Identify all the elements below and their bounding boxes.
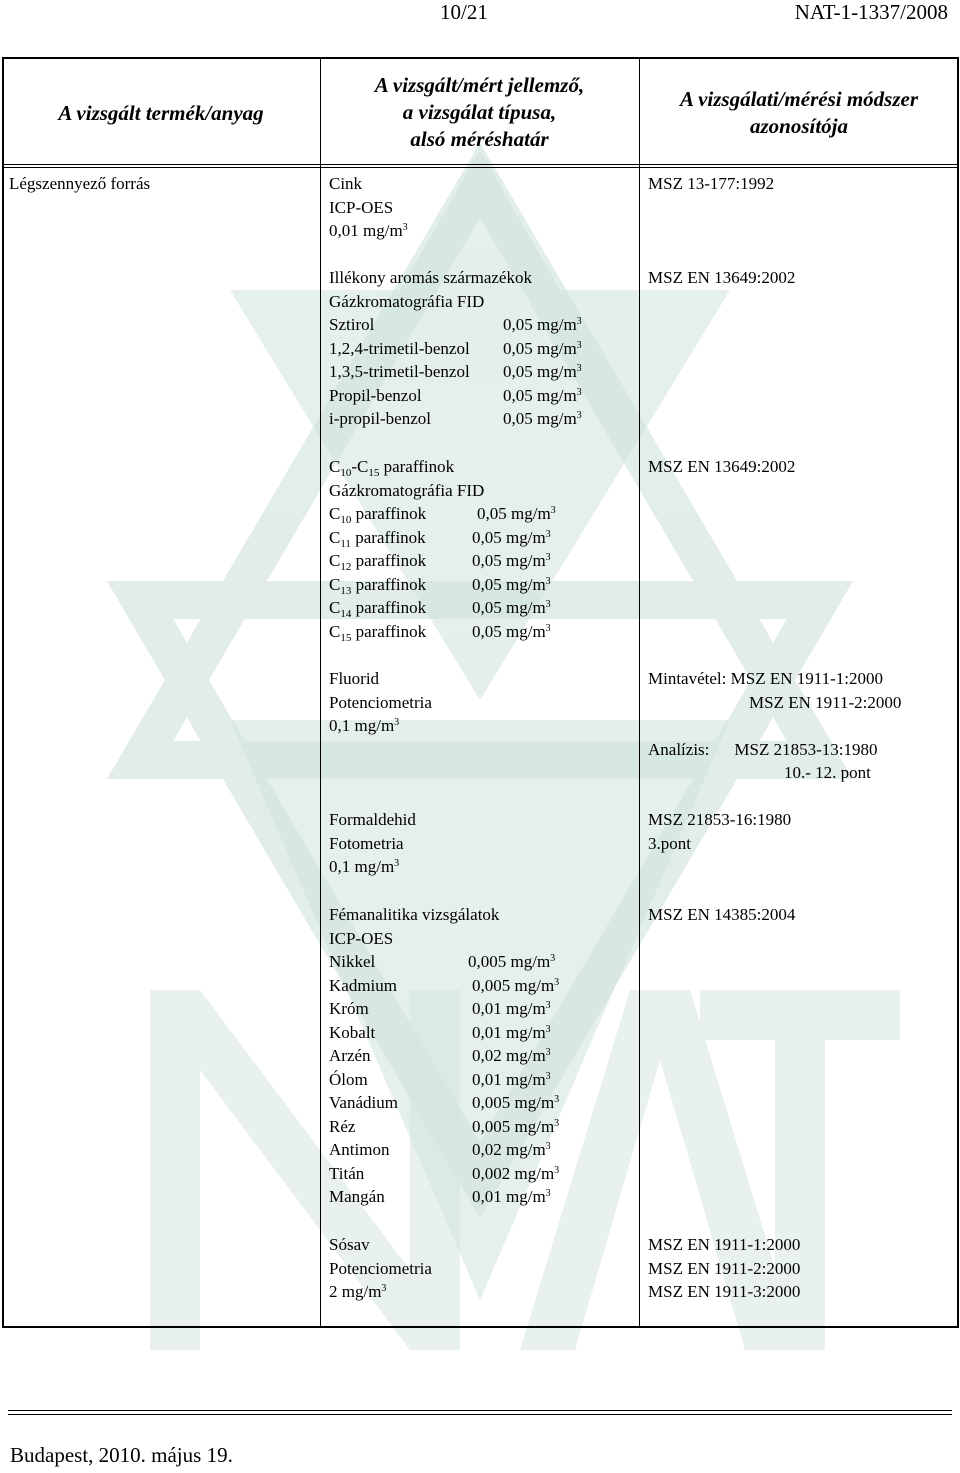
formaldehid-standard: MSZ 21853-16:1980 3.pont xyxy=(648,810,792,853)
formaldehid-block: Formaldehid Fotometria 0,1 $mg/m^3$ xyxy=(329,810,416,876)
col-header-characteristic: A vizsgált/mért jellemző, a vizsgálat típusa, alsó méréshatár xyxy=(374,73,585,151)
product-cell: Légszennyező forrás xyxy=(9,174,151,193)
standards-table xyxy=(2,57,959,1328)
paraffin-block: $C_{10}-C_{15}$ paraffinok Gázkromatográfia FID $C_{10}$ paraffinok 0,05 $mg/m^3$ $C_{11}$ paraffinok 0,05 $mg/m^3$ $C_{12}$ paraffinok 0,05 $mg/m^3$ $C_{13}$ paraffinok 0,05 $mg/m^3$ $C_{14}$ paraffinok 0,05 $mg/m^3$ $C_{15}$ paraffinok 0,05 $mg/m^3$ xyxy=(329,457,556,644)
aromas-block: Illékony aromás származékok Gázkromatográfia FID Sztirol 0,05 $mg/m^3$ 1,2,4-trimetil-benzol 0,05 $mg/m^3$ 1,3,5-trimetil-benzol 0,05 $mg/m^3$ Propil-benzol 0,05 $mg/m^3$ i-propil-benzol 0,05 $mg/m^3$ xyxy=(329,268,582,428)
footer-date: Budapest, 2010. május 19. xyxy=(10,1443,233,1467)
footer-rule-second xyxy=(8,1414,952,1415)
fem-block: Fémanalitika vizsgálatok ICP-OES Nikkel 0,005 $mg/m^3$ Kadmium 0,005 $mg/m^3$ Króm 0,01 $mg/m^3$ Kobalt 0,01 $mg/m^3$ Arzén 0,02 $mg/m^3$ Ólom 0,01 $mg/m^3$ Vanádium 0,005 $mg/m^3$ Réz 0,005 $mg/m^3$ Antimon 0,02 $mg/m^3$ Titán 0,002 $mg/m^3$ Mangán 0,01 $mg/m^3$ xyxy=(329,905,560,1206)
sosav-block: Sósav Potenciometria 2 $mg/m^3$ xyxy=(329,1235,432,1301)
aromas-standard: MSZ EN 13649:2002 xyxy=(648,268,796,287)
footer-rule xyxy=(8,1410,952,1411)
page-header-number: 10/21 xyxy=(440,0,488,24)
cink-standard: MSZ 13-177:1992 xyxy=(648,174,775,193)
sosav-standard: MSZ EN 1911-1:2000 MSZ EN 1911-2:2000 MSZ EN 1911-3:2000 xyxy=(648,1235,801,1301)
fluorid-block: Fluorid Potenciometria 0,1 $mg/m^3$ xyxy=(329,669,432,735)
col-header-method: A vizsgálati/mérési módszer azonosítója xyxy=(679,87,918,138)
fluorid-standard: Mintavétel: MSZ EN 1911-1:2000 MSZ EN 1911-2:2000 Analízis: MSZ 21853-13:1980 10.- 12. pont xyxy=(648,669,902,782)
col-header-product: A vizsgált termék/anyag xyxy=(58,101,264,125)
cink-block: Cink ICP-OES 0,01 $mg/m^3$ xyxy=(329,174,408,240)
paraffin-standard: MSZ EN 13649:2002 xyxy=(648,457,796,476)
page-header-docid: NAT-1-1337/2008 xyxy=(794,0,948,24)
fem-standard: MSZ EN 14385:2004 xyxy=(648,905,796,924)
